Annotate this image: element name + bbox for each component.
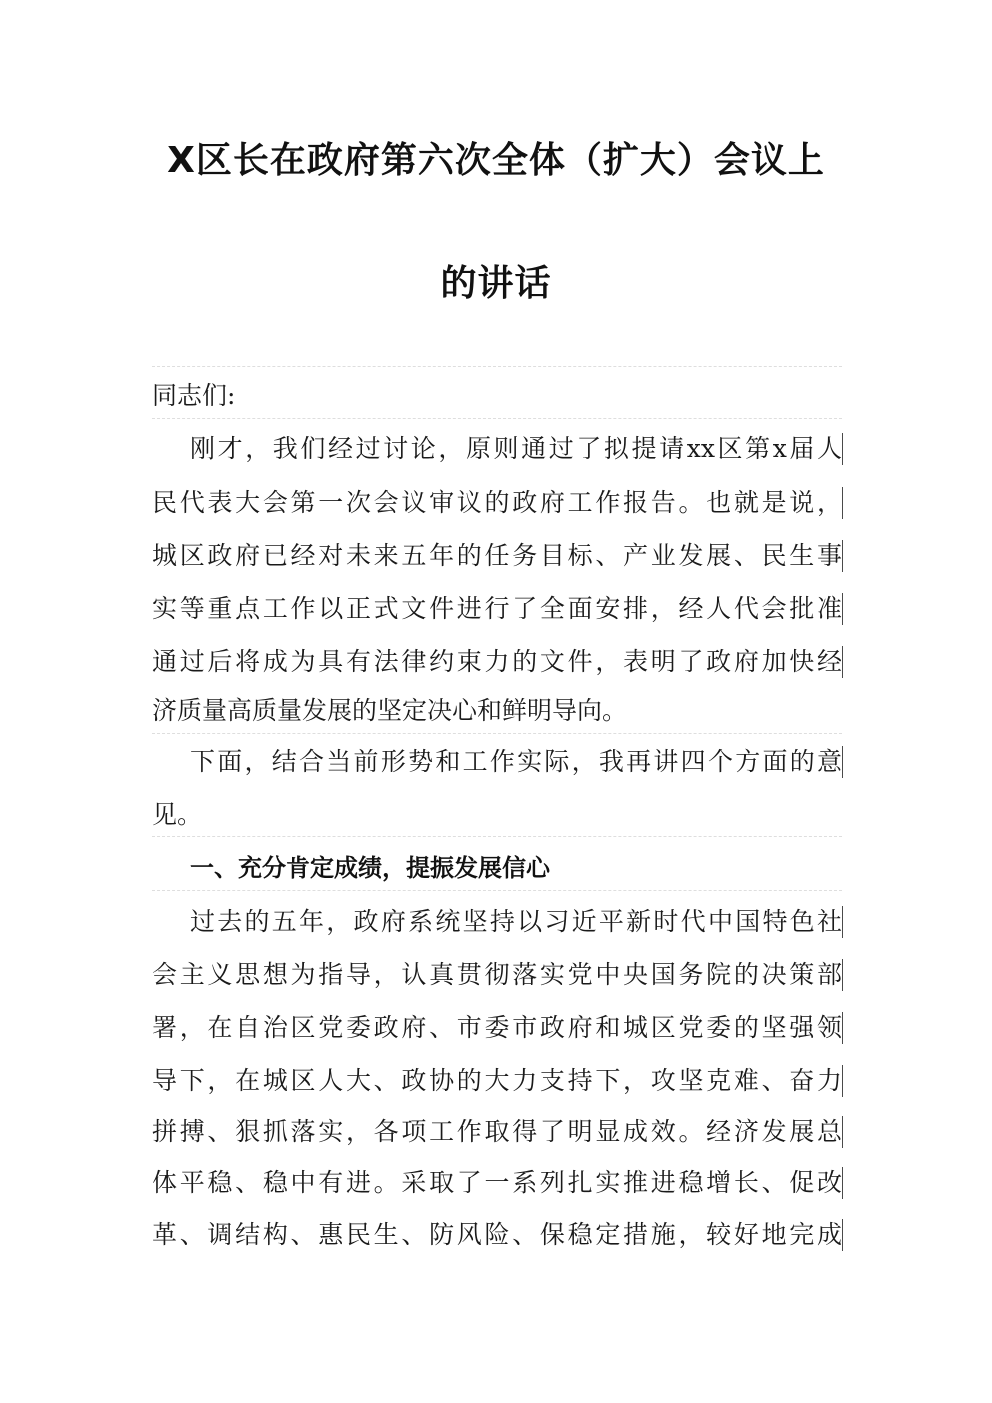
paragraph-3-line: 革、调结构、惠民生、防风险、保稳定措施，较好地完成 [152,1220,842,1249]
text-cursor-bar [842,1065,843,1097]
paragraph-2-line: 下面，结合当前形势和工作实际，我再讲四个方面的意 [190,747,842,776]
text-cursor-bar [842,1167,843,1199]
paragraph-1-line: 济质量高质量发展的坚定决心和鲜明导向。 [152,696,628,725]
paragraph-1-line: 城区政府已经对未来五年的任务目标、产业发展、民生事 [152,541,842,570]
paragraph-3-line: 体平稳、稳中有进。采取了一系列扎实推进稳增长、促改 [152,1168,842,1197]
paragraph-1-line: 刚才，我们经过讨论，原则通过了拟提请xx区第x届人 [190,434,842,463]
section-heading-1: 一、充分肯定成绩，提振发展信心 [190,854,550,882]
paragraph-3-line: 署，在自治区党委政府、市委市政府和城区党委的坚强领 [152,1013,842,1042]
document-title-line-1: X区长在政府第六次全体（扩大）会议上 [167,140,825,181]
dotted-divider [152,366,842,367]
text-cursor-bar [842,1116,843,1148]
dotted-divider [152,418,842,419]
paragraph-3-line: 会主义思想为指导，认真贯彻落实党中央国务院的决策部 [152,960,842,989]
text-cursor-bar [842,906,843,938]
text-cursor-bar [842,593,843,625]
text-cursor-bar [842,433,843,465]
dotted-divider [152,890,842,891]
text-cursor-bar [842,646,843,678]
dotted-divider [152,836,842,837]
paragraph-1-line: 民代表大会第一次会议审议的政府工作报告。也就是说， [152,488,842,517]
text-cursor-bar [842,1012,843,1044]
text-cursor-bar [842,746,843,778]
document-title-line-2: 的讲话 [440,263,552,304]
text-cursor-bar [842,540,843,572]
paragraph-3-line: 导下，在城区人大、政协的大力支持下，攻坚克难、奋力 [152,1066,842,1095]
paragraph-3-line: 过去的五年，政府系统坚持以习近平新时代中国特色社 [190,907,842,936]
paragraph-3-line: 拼搏、狠抓落实，各项工作取得了明显成效。经济发展总 [152,1117,842,1146]
text-cursor-bar [842,959,843,991]
salutation: 同志们: [152,381,236,410]
text-cursor-bar [842,1219,843,1251]
paragraph-1-line: 实等重点工作以正式文件进行了全面安排，经人代会批准 [152,594,842,623]
paragraph-2-line: 见。 [152,800,203,829]
paragraph-1-line: 通过后将成为具有法律约束力的文件，表明了政府加快经 [152,647,842,676]
text-cursor-bar [842,487,843,519]
dotted-divider [152,733,842,734]
